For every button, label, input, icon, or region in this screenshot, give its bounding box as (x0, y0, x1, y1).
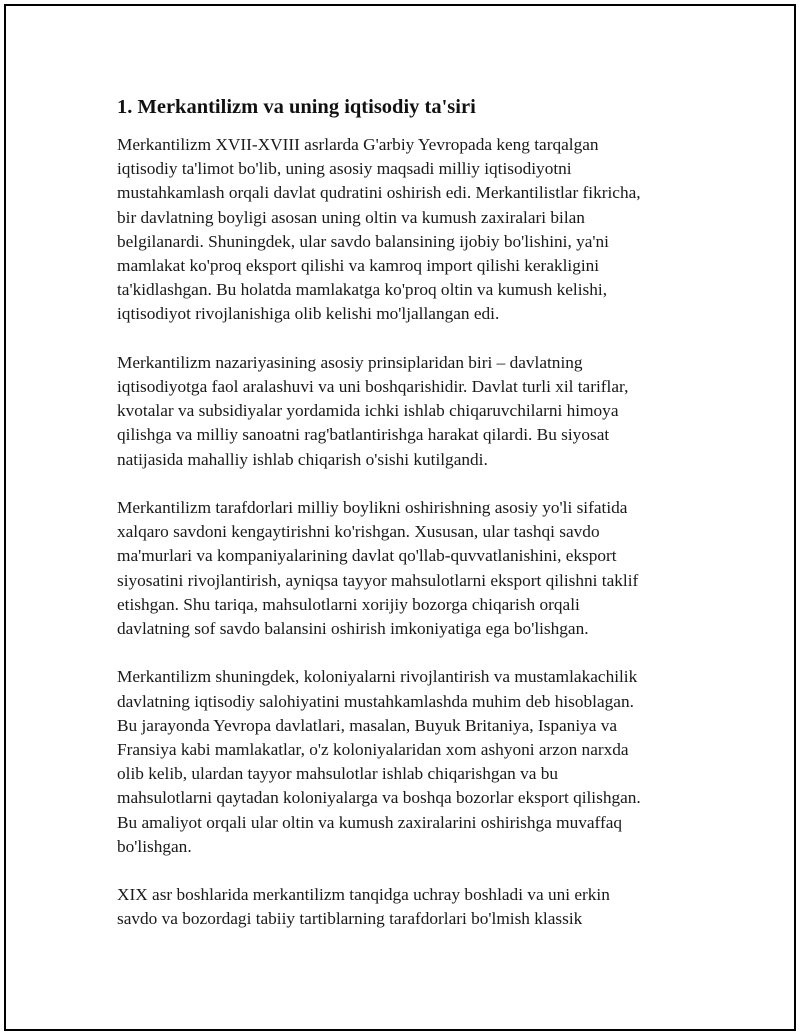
paragraph-line: siyosatini rivojlantirish, ayniqsa tayyor mahsulotlarni eksport qilishni taklif (117, 570, 639, 590)
paragraph-line: Bu amaliyot orqali ular oltin va kumush zaxiralarini oshirishga muvaffaq (117, 812, 623, 832)
paragraph-line: ta'kidlashgan. Bu holatda mamlakatga ko'proq oltin va kumush kelishi, (117, 280, 608, 300)
paragraph-line: mustahkamlash orqali davlat qudratini oshirish edi. Merkantilistlar fikricha, (117, 183, 641, 203)
paragraph-line: xalqaro savdoni kengaytirishni ko'rishgan. Xususan, ular tashqi savdo (117, 522, 600, 542)
paragraph-line: natijasida mahalliy ishlab chiqarish o'sishi kutilgandi. (117, 449, 488, 469)
paragraph-line: Fransiya kabi mamlakatlar, o'z koloniyalaridan xom ashyoni arzon narxda (117, 740, 629, 760)
paragraph-5 (117, 883, 687, 931)
paragraph-line: belgilanardi. Shuningdek, ular savdo balansining ijobiy bo'lishini, ya'ni (117, 231, 609, 251)
paragraph-line: davlatning iqtisodiy salohiyatini mustahkamlashda muhim deb hisoblagan. (117, 691, 634, 711)
paragraph-2 (117, 351, 687, 472)
paragraph-line: qilishga va milliy sanoatni rag'batlantirishga harakat qilardi. Bu siyosat (117, 425, 610, 445)
paragraph-4 (117, 665, 687, 859)
paragraph-line: bir davlatning boyligi asosan uning oltin va kumush zaxiralari bilan (117, 207, 585, 227)
paragraph-line: davlatning sof savdo balansini oshirish imkoniyatiga ega bo'lishgan. (117, 619, 589, 639)
paragraph-3 (117, 496, 687, 641)
paragraph-line: iqtisodiy ta'limot bo'lib, uning asosiy maqsadi milliy iqtisodiyotni (117, 159, 572, 179)
paragraph-line: bo'lishgan. (117, 836, 192, 856)
paragraph-line: iqtisodiyot rivojlanishiga olib kelishi mo'ljallangan edi. (117, 304, 500, 324)
paragraph-line: mahsulotlarni qaytadan koloniyalarga va boshqa bozorlar eksport qilishgan. (117, 788, 641, 808)
paragraph-line: olib kelib, ulardan tayyor mahsulotlar ishlab chiqarishgan va bu (117, 764, 559, 784)
paragraph-line: Merkantilizm shuningdek, koloniyalarni rivojlantirish va mustamlakachilik (117, 667, 638, 687)
paragraph-line: Merkantilizm tarafdorlari milliy boylikni oshirishning asosiy yo'li sifatida (117, 498, 628, 518)
section-heading: 1. Merkantilizm va uning iqtisodiy ta'siri (117, 96, 476, 118)
paragraph-line: Merkantilizm nazariyasining asosiy prinsiplaridan biri – davlatning (117, 352, 583, 372)
document-body (117, 93, 687, 932)
paragraph-line: etishgan. Shu tariqa, mahsulotlarni xorijiy bozorga chiqarish orqali (117, 594, 580, 614)
paragraph-line: iqtisodiyotga faol aralashuvi va uni boshqarishidir. Davlat turli xil tariflar, (117, 377, 629, 397)
paragraph-1 (117, 133, 687, 327)
paragraph-line: Bu jarayonda Yevropa davlatlari, masalan, Buyuk Britaniya, Ispaniya va (117, 715, 618, 735)
paragraph-line: XIX asr boshlarida merkantilizm tanqidga uchray boshladi va uni erkin (117, 885, 610, 905)
paragraph-line: kvotalar va subsidiyalar yordamida ichki ishlab chiqaruvchilarni himoya (117, 401, 619, 421)
paragraph-line: ma'murlari va kompaniyalarining davlat qo'llab-quvvatlanishini, eksport (117, 546, 617, 566)
paragraph-line: mamlakat ko'proq eksport qilishi va kamroq import qilishi kerakligini (117, 256, 600, 276)
paragraph-line: savdo va bozordagi tabiiy tartiblarning tarafdorlari bo'lmish klassik (117, 909, 583, 929)
paragraph-line: Merkantilizm XVII-XVIII asrlarda G'arbiy Yevropada keng tarqalgan (117, 135, 599, 154)
